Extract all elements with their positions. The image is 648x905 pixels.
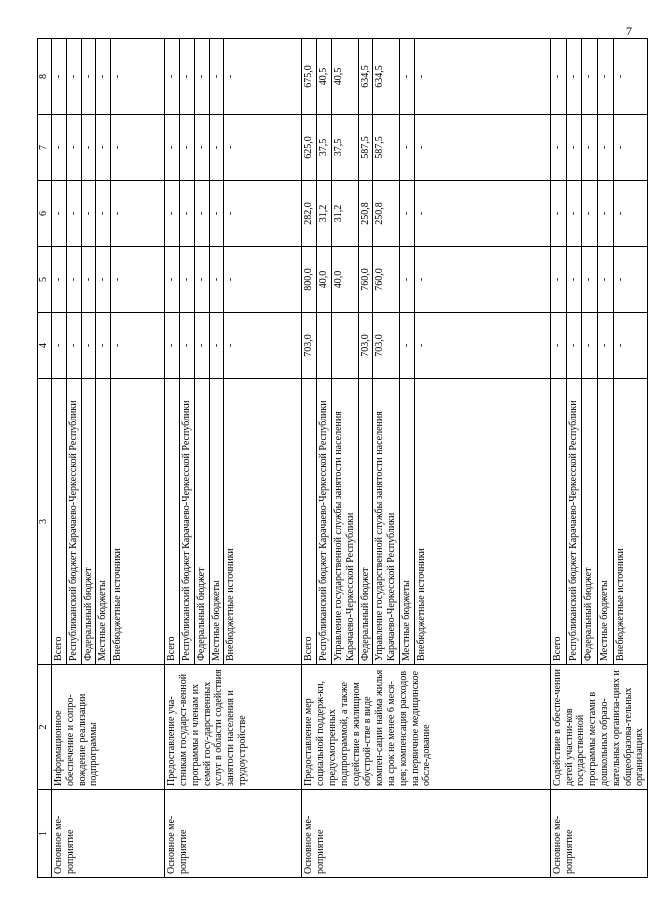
value-cell-4: -	[209, 313, 224, 379]
value-cell-4: -	[224, 313, 302, 379]
value-cell-6: -	[414, 181, 550, 247]
value-cell-7: 37,5	[331, 115, 358, 181]
value-cell-5: -	[209, 247, 224, 313]
activity-type-cell: Основное ме-роприятие	[52, 790, 165, 878]
funding-source-cell: Местные бюджеты	[399, 379, 414, 665]
value-cell-4: -	[598, 313, 614, 379]
value-cell-4: -	[414, 313, 550, 379]
table-row	[52, 39, 67, 878]
activity-name-cell: Предоставление уча-стникам государст-венной программы и членам их семей госу-дарственных услуг в области содействия занятости населения и трудоустройстве	[165, 665, 302, 790]
value-cell-6: -	[66, 181, 81, 247]
value-cell-7: -	[566, 115, 582, 181]
value-cell-8: -	[209, 39, 224, 115]
funding-source-cell: Республиканский бюджет Карачаево-Черкесской Республики	[566, 379, 582, 665]
value-cell-6: -	[399, 181, 414, 247]
value-cell-8: -	[598, 39, 614, 115]
value-cell-7: -	[179, 115, 194, 181]
funding-source-cell: Внебюджетные источники	[224, 379, 302, 665]
table-row	[302, 39, 317, 878]
value-cell-4: 703,0	[373, 313, 400, 379]
funding-source-cell: Местные бюджеты	[96, 379, 111, 665]
value-cell-5: -	[96, 247, 111, 313]
value-cell-8: -	[414, 39, 550, 115]
value-cell-6: -	[566, 181, 582, 247]
value-cell-7: -	[582, 115, 598, 181]
value-cell-5: -	[194, 247, 209, 313]
value-cell-4: -	[179, 313, 194, 379]
value-cell-8: -	[52, 39, 67, 115]
value-cell-8: -	[96, 39, 111, 115]
budget-table	[37, 38, 648, 878]
value-cell-7: -	[165, 115, 180, 181]
value-cell-4: -	[399, 313, 414, 379]
value-cell-8: -	[194, 39, 209, 115]
value-cell-5: 40,0	[317, 247, 332, 313]
value-cell-4: -	[566, 313, 582, 379]
page-number: 7	[626, 24, 632, 38]
value-cell-7: -	[550, 115, 566, 181]
value-cell-7: -	[399, 115, 414, 181]
funding-source-cell: Внебюджетные источники	[414, 379, 550, 665]
funding-source-cell: Федеральный бюджет	[81, 379, 96, 665]
activity-type-cell: Основное ме-роприятие	[550, 790, 647, 878]
value-cell-7: -	[111, 115, 165, 181]
value-cell-7: -	[598, 115, 614, 181]
value-cell-5: -	[399, 247, 414, 313]
value-cell-5: -	[111, 247, 165, 313]
value-cell-5: -	[165, 247, 180, 313]
header-cell-5: 5	[38, 247, 52, 313]
table-row	[550, 39, 566, 878]
value-cell-6: -	[194, 181, 209, 247]
value-cell-4: 703,0	[358, 313, 373, 379]
header-cell-4: 4	[38, 313, 52, 379]
value-cell-8: -	[66, 39, 81, 115]
value-cell-5: 40,0	[331, 247, 358, 313]
header-cell-6: 6	[38, 181, 52, 247]
value-cell-8: -	[566, 39, 582, 115]
header-cell-2: 2	[38, 665, 52, 790]
value-cell-4	[317, 313, 332, 379]
value-cell-8: -	[550, 39, 566, 115]
value-cell-4: -	[614, 313, 648, 379]
funding-source-cell: Республиканский бюджет Карачаево-Черкесской Республики	[179, 379, 194, 665]
value-cell-6: -	[52, 181, 67, 247]
value-cell-5: -	[598, 247, 614, 313]
value-cell-5: -	[52, 247, 67, 313]
value-cell-8: -	[614, 39, 648, 115]
value-cell-4: -	[194, 313, 209, 379]
funding-source-cell: Управление государственной службы занятости населения Карачаево-Черкесской Республики	[373, 379, 400, 665]
value-cell-6: 250,8	[373, 181, 400, 247]
value-cell-8: 634,5	[373, 39, 400, 115]
value-cell-6: -	[224, 181, 302, 247]
value-cell-4: -	[550, 313, 566, 379]
value-cell-4: -	[52, 313, 67, 379]
funding-source-cell: Федеральный бюджет	[582, 379, 598, 665]
value-cell-6: 31,2	[331, 181, 358, 247]
funding-source-cell: Местные бюджеты	[598, 379, 614, 665]
value-cell-7: -	[81, 115, 96, 181]
activity-name-cell: Предоставление мер социальной поддерж-ки, предусмотренных подпрограммой, а также содействие в жилищном обустрой-стве в виде компен-сации найма жилья на срок не менее 6 меся-цев; компенсация расходов на первичное медицинское обсле-дование	[302, 665, 550, 790]
funding-source-cell: Всего	[302, 379, 317, 665]
value-cell-5: 760,0	[358, 247, 373, 313]
value-cell-6: -	[209, 181, 224, 247]
value-cell-5: -	[66, 247, 81, 313]
rotated-table-wrapper	[37, 39, 646, 878]
value-cell-7: -	[66, 115, 81, 181]
value-cell-8: 40,5	[317, 39, 332, 115]
activity-name-cell: Содействие в обеспе-чении детей участни-ков государственной программы местами в дошкольных образо-вательных организа-циях и общеобразова-тельных организациях	[550, 665, 647, 790]
value-cell-6: -	[96, 181, 111, 247]
funding-source-cell: Внебюджетные источники	[111, 379, 165, 665]
activity-type-cell: Основное ме-роприятие	[165, 790, 302, 878]
value-cell-4	[331, 313, 358, 379]
value-cell-7: -	[224, 115, 302, 181]
value-cell-8: -	[224, 39, 302, 115]
value-cell-5: 760,0	[373, 247, 400, 313]
value-cell-6: 31,2	[317, 181, 332, 247]
value-cell-4: -	[165, 313, 180, 379]
value-cell-7: -	[194, 115, 209, 181]
value-cell-8: -	[81, 39, 96, 115]
value-cell-8: -	[399, 39, 414, 115]
value-cell-6: -	[598, 181, 614, 247]
value-cell-5: -	[614, 247, 648, 313]
funding-source-cell: Всего	[52, 379, 67, 665]
table-body	[52, 39, 648, 878]
header-cell-7: 7	[38, 115, 52, 181]
value-cell-6: -	[582, 181, 598, 247]
value-cell-8: -	[165, 39, 180, 115]
value-cell-7: -	[209, 115, 224, 181]
value-cell-7: -	[614, 115, 648, 181]
value-cell-5: -	[582, 247, 598, 313]
value-cell-4: -	[81, 313, 96, 379]
funding-source-cell: Федеральный бюджет	[358, 379, 373, 665]
value-cell-7: -	[96, 115, 111, 181]
funding-source-cell: Всего	[165, 379, 180, 665]
value-cell-8: -	[582, 39, 598, 115]
funding-source-cell: Республиканский бюджет Карачаево-Черкесской Республики	[66, 379, 81, 665]
value-cell-6: -	[81, 181, 96, 247]
value-cell-6: 282,0	[302, 181, 317, 247]
activity-type-cell: Основное ме-роприятие	[302, 790, 550, 878]
value-cell-5: -	[179, 247, 194, 313]
value-cell-7: 625,0	[302, 115, 317, 181]
value-cell-5: -	[414, 247, 550, 313]
funding-source-cell: Всего	[550, 379, 566, 665]
value-cell-4: -	[111, 313, 165, 379]
value-cell-5: -	[550, 247, 566, 313]
value-cell-8: -	[179, 39, 194, 115]
value-cell-4: 703,0	[302, 313, 317, 379]
value-cell-6: -	[179, 181, 194, 247]
value-cell-6: -	[550, 181, 566, 247]
value-cell-6: -	[165, 181, 180, 247]
value-cell-4: -	[96, 313, 111, 379]
header-cell-3: 3	[38, 379, 52, 665]
value-cell-5: -	[81, 247, 96, 313]
funding-source-cell: Местные бюджеты	[209, 379, 224, 665]
value-cell-8: -	[111, 39, 165, 115]
table-row	[165, 39, 180, 878]
value-cell-7: 37,5	[317, 115, 332, 181]
value-cell-7: -	[414, 115, 550, 181]
header-cell-8: 8	[38, 39, 52, 115]
header-cell-1: 1	[38, 790, 52, 878]
value-cell-5: -	[224, 247, 302, 313]
value-cell-4: -	[582, 313, 598, 379]
value-cell-6: -	[614, 181, 648, 247]
activity-name-cell: Информационное обеспечение и сопро-вождение реализации подпрограммы	[52, 665, 165, 790]
value-cell-8: 40,5	[331, 39, 358, 115]
value-cell-7: -	[52, 115, 67, 181]
value-cell-6: 250,8	[358, 181, 373, 247]
value-cell-5: 800,0	[302, 247, 317, 313]
value-cell-6: -	[111, 181, 165, 247]
value-cell-8: 634,5	[358, 39, 373, 115]
value-cell-7: 587,5	[358, 115, 373, 181]
value-cell-8: 675,0	[302, 39, 317, 115]
header-row	[38, 39, 52, 878]
value-cell-7: 587,5	[373, 115, 400, 181]
funding-source-cell: Федеральный бюджет	[194, 379, 209, 665]
value-cell-4: -	[66, 313, 81, 379]
funding-source-cell: Управление государственной службы занятости населения Карачаево-Черкесской Республики	[331, 379, 358, 665]
value-cell-5: -	[566, 247, 582, 313]
funding-source-cell: Внебюджетные источники	[614, 379, 648, 665]
funding-source-cell: Республиканский бюджет Карачаево-Черкесской Республики	[317, 379, 332, 665]
